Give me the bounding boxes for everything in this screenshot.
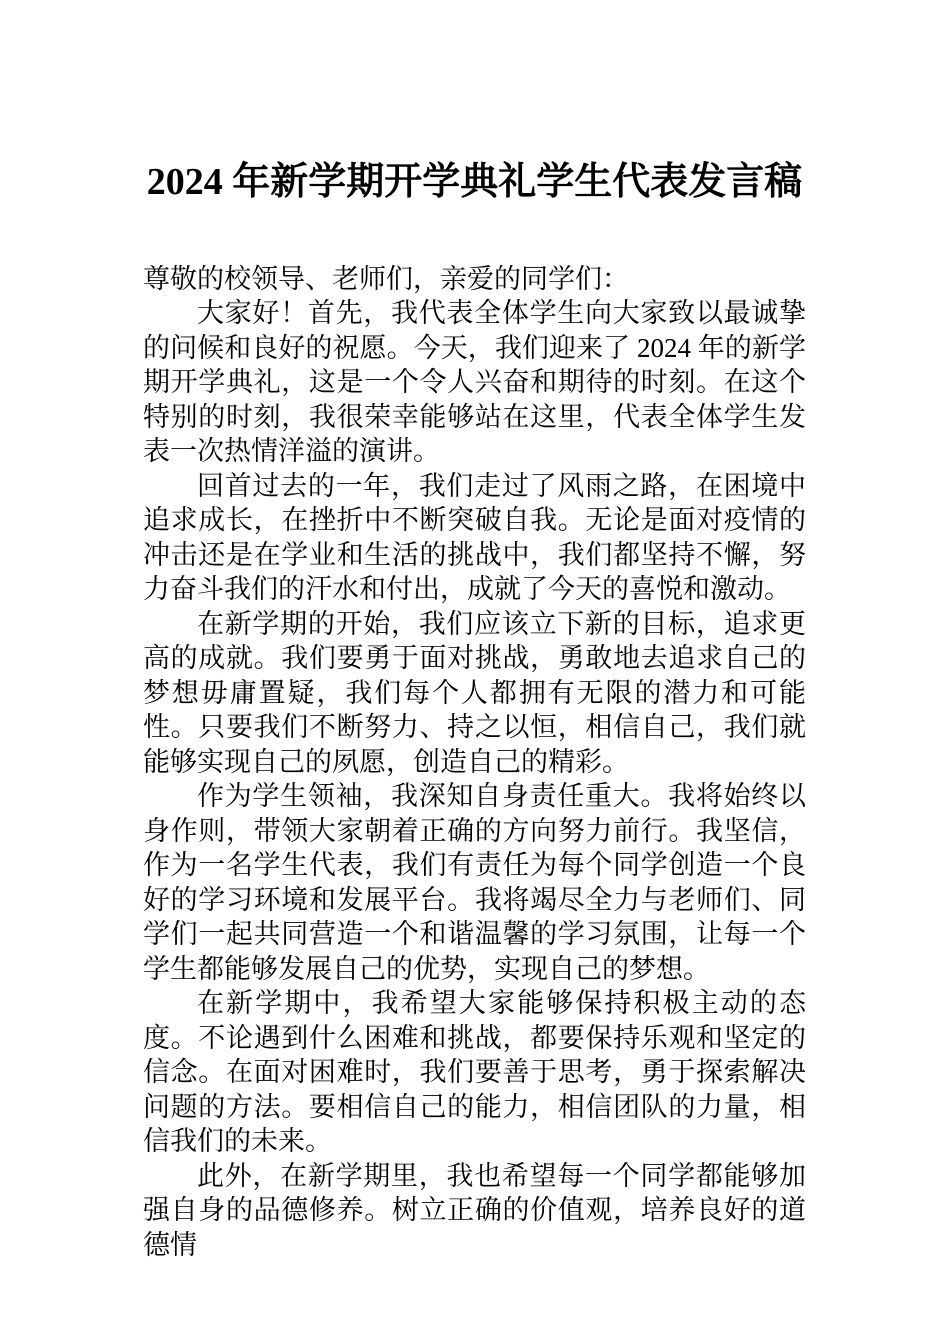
speech-paragraph: 此外，在新学期里，我也希望每一个同学都能够加强自身的品德修养。树立正确的价值观，培养良好的道德情 bbox=[143, 1160, 806, 1260]
salutation-line: 尊敬的校领导、老师们，亲爱的同学们： bbox=[143, 263, 629, 294]
speech-paragraph: 在新学期中，我希望大家能够保持积极主动的态度。不论遇到什么困难和挑战，都要保持乐观和坚定的信念。在面对困难时，我们要善于思考，勇于探索解决问题的方法。要相信自己的能力，相信团队的力量，相信我们的未来。 bbox=[143, 988, 806, 1157]
speech-paragraph: 大家好！首先，我代表全体学生向大家致以最诚挚的问候和良好的祝愿。今天，我们迎来了 2024 年的新学期开学典礼，这是一个令人兴奋和期待的时刻。在这个特别的时刻，我很荣幸能够站在这里，代表全体学生发表一次热情洋溢的演讲。 bbox=[143, 298, 806, 467]
speech-paragraph: 作为学生领袖，我深知自身责任重大。我将始终以身作则，带领大家朝着正确的方向努力前行。我坚信，作为一名学生代表，我们有责任为每个同学创造一个良好的学习环境和发展平台。我将竭尽全力与老师们、同学们一起共同营造一个和谐温馨的学习氛围，让每一个学生都能够发展自己的优势，实现自己的梦想。 bbox=[143, 781, 806, 984]
speech-paragraph: 在新学期的开始，我们应该立下新的目标，追求更高的成就。我们要勇于面对挑战，勇敢地去追求自己的梦想毋庸置疑，我们每个人都拥有无限的潜力和可能性。只要我们不断努力、持之以恒，相信自己，我们就能够实现自己的夙愿，创造自己的精彩。 bbox=[143, 608, 806, 777]
document-content bbox=[143, 0, 806, 1262]
document-title: 2024 年新学期开学典礼学生代表发言稿 bbox=[146, 161, 803, 203]
speech-paragraph: 回首过去的一年，我们走过了风雨之路，在困境中追求成长，在挫折中不断突破自我。无论是面对疫情的冲击还是在学业和生活的挑战中，我们都坚持不懈，努力奋斗我们的汗水和付出，成就了今天的喜悦和激动。 bbox=[143, 470, 806, 605]
